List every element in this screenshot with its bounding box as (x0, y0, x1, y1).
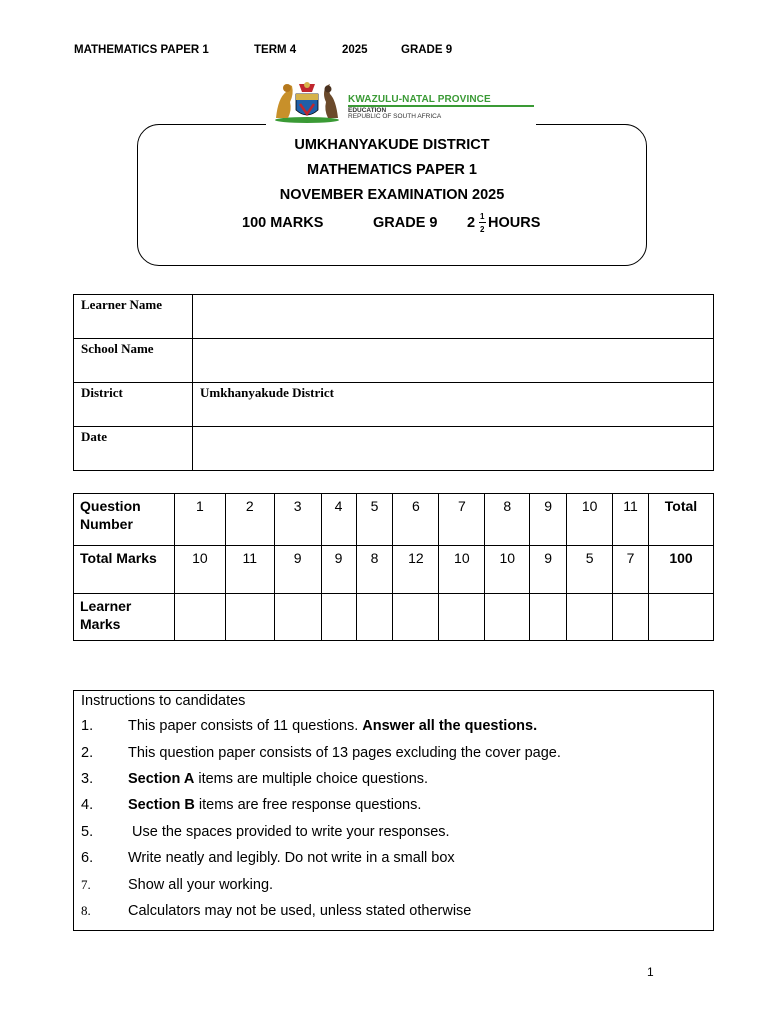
instruction-emphasis: Section B (128, 797, 195, 813)
question-number-cell: 11 (613, 494, 649, 546)
instruction-plain-text: items are free response questions. (194, 797, 422, 813)
learner-mark-cell[interactable] (613, 594, 649, 641)
department-name: EDUCATION (348, 107, 387, 114)
question-number-row (74, 494, 714, 546)
instruction-number: 3. (81, 771, 94, 787)
total-marks-row (74, 546, 714, 594)
learner-mark-cell[interactable] (530, 594, 567, 641)
learner-mark-cell[interactable] (485, 594, 530, 641)
district-label: District (74, 383, 193, 427)
learner-mark-cell[interactable] (567, 594, 613, 641)
province-name: KWAZULU-NATAL PROVINCE (348, 94, 491, 105)
total-header: Total (649, 494, 714, 546)
country-name: REPUBLIC OF SOUTH AFRICA (348, 113, 442, 120)
total-marks-cell: 10 (439, 546, 485, 594)
table-row (74, 295, 714, 339)
date-field[interactable] (193, 427, 714, 471)
school-name-label: School Name (74, 339, 193, 383)
instruction-text: Write neatly and legibly. Do not write in a small box (128, 850, 455, 866)
header-grade: GRADE 9 (401, 44, 453, 56)
fraction-bar (479, 222, 486, 223)
marks-table (73, 493, 714, 641)
question-number-label: Question Number (74, 494, 175, 546)
instruction-text: This question paper consists of 13 pages excluding the cover page. (128, 745, 561, 761)
learner-mark-cell[interactable] (274, 594, 321, 641)
question-number-cell: 1 (174, 494, 225, 546)
learner-info-table (73, 294, 714, 471)
instruction-number: 1. (81, 718, 94, 734)
district-title: UMKHANYAKUDE DISTRICT (294, 137, 490, 153)
school-name-field[interactable] (193, 339, 714, 383)
page-number: 1 (647, 965, 654, 979)
title-box (137, 124, 647, 266)
instruction-number: 7. (81, 877, 91, 892)
instruction-number: 8. (81, 903, 91, 918)
instruction-text (128, 718, 537, 734)
learner-mark-cell[interactable] (393, 594, 439, 641)
learner-marks-label: Learner Marks (74, 594, 175, 641)
learner-mark-cell[interactable] (225, 594, 274, 641)
learner-mark-cell[interactable] (356, 594, 393, 641)
question-number-cell: 5 (356, 494, 393, 546)
learner-mark-cell[interactable] (174, 594, 225, 641)
instruction-number: 6. (81, 850, 94, 866)
province-logo (272, 80, 542, 126)
coat-of-arms-icon (272, 80, 342, 124)
total-marks-cell: 7 (613, 546, 649, 594)
instructions-box (73, 690, 714, 931)
learner-marks-row (74, 594, 714, 641)
total-marks-cell: 9 (530, 546, 567, 594)
question-number-cell: 4 (321, 494, 356, 546)
learner-total-cell[interactable] (649, 594, 714, 641)
duration-whole: 2 (467, 215, 476, 231)
learner-name-label: Learner Name (74, 295, 193, 339)
instruction-text (128, 797, 421, 813)
total-marks-cell: 9 (274, 546, 321, 594)
learner-mark-cell[interactable] (439, 594, 485, 641)
header-term: TERM 4 (254, 44, 297, 56)
question-number-cell: 3 (274, 494, 321, 546)
total-marks-cell: 10 (174, 546, 225, 594)
table-row (74, 383, 714, 427)
district-field[interactable]: Umkhanyakude District (193, 383, 714, 427)
total-marks-cell: 10 (485, 546, 530, 594)
total-marks-cell: 8 (356, 546, 393, 594)
total-marks: 100 MARKS (242, 215, 324, 231)
header-year: 2025 (342, 44, 368, 56)
instruction-text: Use the spaces provided to write your responses. (128, 824, 450, 840)
instruction-number: 4. (81, 797, 94, 813)
duration-unit: HOURS (488, 215, 541, 231)
table-row (74, 427, 714, 471)
instruction-plain-text: This paper consists of 11 questions. (128, 718, 363, 734)
instructions-title: Instructions to candidates (81, 693, 246, 709)
total-marks-label: Total Marks (74, 546, 175, 594)
total-marks-cell: 9 (321, 546, 356, 594)
instruction-emphasis: Answer all the questions. (362, 718, 538, 734)
instruction-emphasis: Section A (128, 771, 195, 787)
instruction-number: 5. (81, 824, 94, 840)
table-row (74, 339, 714, 383)
title-grade: GRADE 9 (373, 215, 438, 231)
total-marks-cell: 11 (225, 546, 274, 594)
duration-fraction-numerator: 1 (480, 212, 485, 221)
question-number-cell: 10 (567, 494, 613, 546)
total-marks-cell: 12 (393, 546, 439, 594)
date-label: Date (74, 427, 193, 471)
paper-title: MATHEMATICS PAPER 1 (307, 162, 477, 178)
learner-mark-cell[interactable] (321, 594, 356, 641)
question-number-cell: 6 (393, 494, 439, 546)
total-marks-cell: 5 (567, 546, 613, 594)
instruction-number: 2. (81, 745, 94, 761)
question-number-cell: 8 (485, 494, 530, 546)
instruction-text: Show all your working. (128, 877, 274, 893)
duration-fraction-denominator: 2 (480, 225, 485, 234)
learner-name-field[interactable] (193, 295, 714, 339)
exam-title: NOVEMBER EXAMINATION 2025 (279, 187, 505, 203)
instruction-text: Calculators may not be used, unless stated otherwise (128, 903, 472, 919)
instruction-text (128, 771, 428, 787)
grand-total-cell: 100 (649, 546, 714, 594)
header-subject: MATHEMATICS PAPER 1 (74, 44, 209, 56)
question-number-cell: 7 (439, 494, 485, 546)
instruction-plain-text: items are multiple choice questions. (194, 771, 429, 787)
question-number-cell: 9 (530, 494, 567, 546)
question-number-cell: 2 (225, 494, 274, 546)
